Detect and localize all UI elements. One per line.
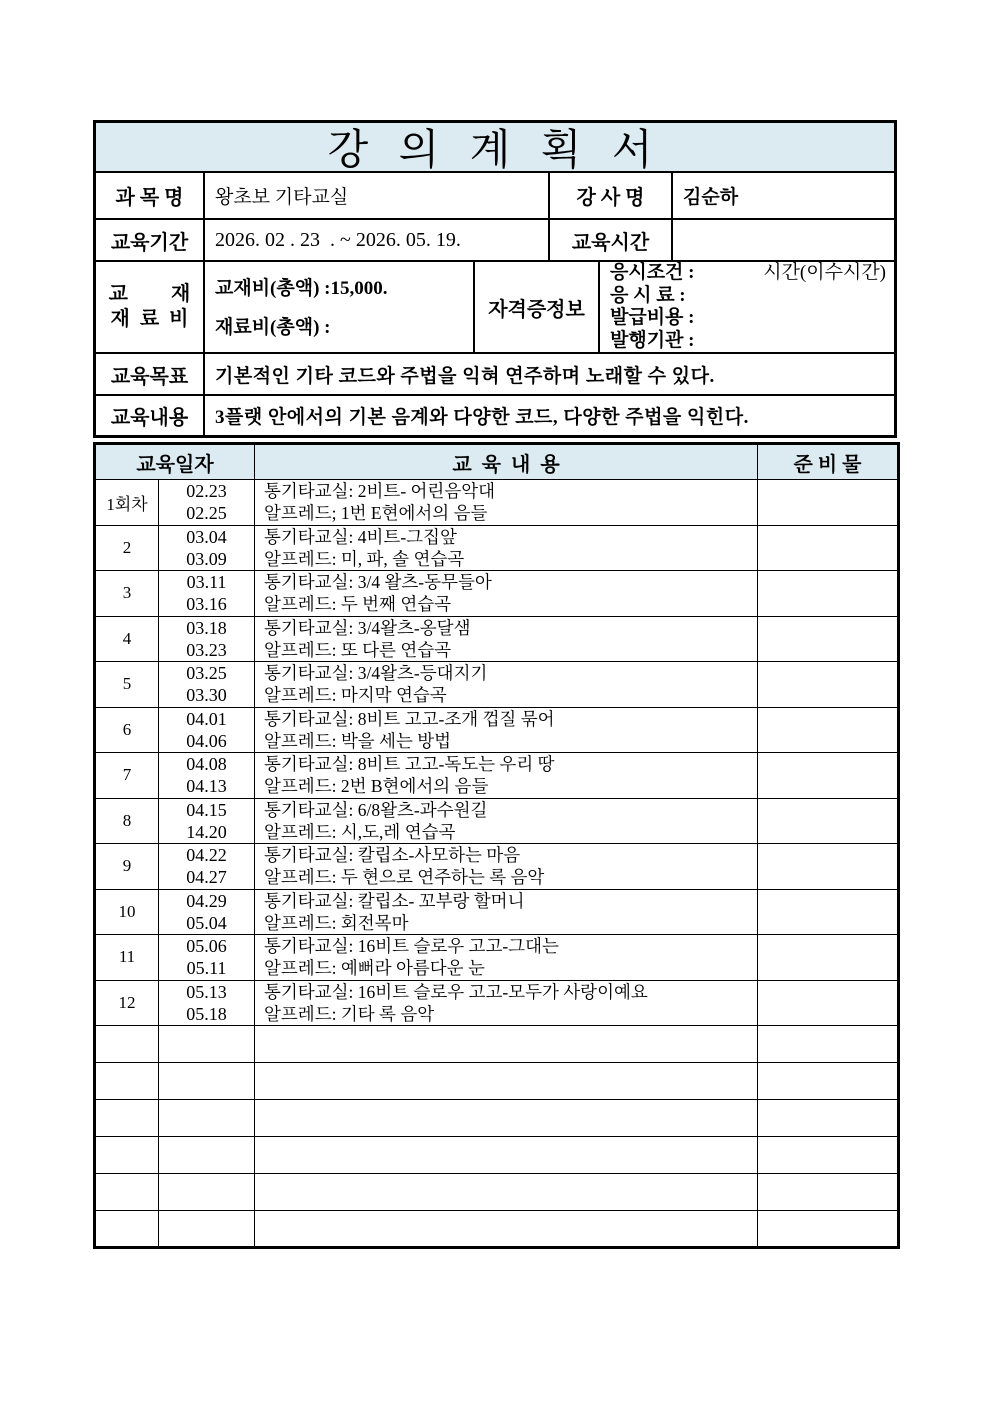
material-label-line2: 재 료 비 xyxy=(110,308,189,330)
session-supplies xyxy=(758,889,899,935)
session-dates xyxy=(159,525,255,571)
session-dates xyxy=(159,707,255,753)
document-title-row xyxy=(96,123,894,173)
session-content-line2: 알프레드: 또 다른 연습곡 xyxy=(264,639,452,660)
session-number: 10 xyxy=(95,889,159,935)
session-content xyxy=(255,525,758,571)
session-content xyxy=(255,844,758,890)
cert-issuer-label: 발행기관 : xyxy=(610,329,695,351)
session-number: 7 xyxy=(95,753,159,799)
session-content-line2: 알프레드: 두 번째 연습곡 xyxy=(264,594,452,615)
session-number: 5 xyxy=(95,662,159,708)
subject-value: 왕초보 기타교실 xyxy=(205,173,550,218)
schedule-row xyxy=(95,935,899,981)
header-date: 교육일자 xyxy=(95,444,255,480)
session-supplies xyxy=(758,753,899,799)
session-date-2: 05.04 xyxy=(186,912,227,933)
material-label-line1: 교 재 xyxy=(108,283,191,305)
session-date-1: 03.11 xyxy=(186,572,227,593)
session-supplies xyxy=(758,935,899,981)
goal-value: 기본적인 기타 코드와 주법을 익혀 연주하며 노래할 수 있다. xyxy=(215,365,715,387)
session-content xyxy=(255,707,758,753)
subject-row xyxy=(96,173,894,220)
session-content xyxy=(255,753,758,799)
empty-cell xyxy=(159,1211,255,1248)
period-value: 2026. 02 . 23 . ~ 2026. 05. 19. xyxy=(205,220,550,260)
session-content-line2: 알프레드: 회전목마 xyxy=(264,912,409,933)
empty-cell xyxy=(758,1174,899,1211)
session-number: 4 xyxy=(95,616,159,662)
schedule-row xyxy=(95,844,899,890)
session-content xyxy=(255,980,758,1026)
empty-cell xyxy=(758,1211,899,1248)
time-label: 교육시간 xyxy=(550,220,673,260)
schedule-row xyxy=(95,616,899,662)
session-number: 3 xyxy=(95,571,159,617)
material-label xyxy=(96,262,205,352)
session-content-line2: 알프레드: 예뻐라 아름다운 눈 xyxy=(264,958,485,979)
session-content-line2: 알프레드; 1번 E현에서의 음들 xyxy=(264,503,488,524)
session-content-line1: 통기타교실: 8비트 고고-조개 껍질 묶어 xyxy=(264,708,555,729)
session-date-1: 05.06 xyxy=(186,936,227,957)
session-number: 12 xyxy=(95,980,159,1026)
session-content-line2: 알프레드: 두 현으로 연주하는 록 음악 xyxy=(264,867,545,888)
session-dates xyxy=(159,935,255,981)
schedule-row xyxy=(95,889,899,935)
period-label: 교육기간 xyxy=(96,220,205,260)
lecture-plan-document xyxy=(93,120,897,1249)
time-value xyxy=(673,220,894,260)
empty-cell xyxy=(95,1137,159,1174)
empty-cell xyxy=(758,1137,899,1174)
empty-cell xyxy=(159,1026,255,1063)
session-number: 1회차 xyxy=(95,480,159,526)
session-content-line2: 알프레드: 박을 세는 방법 xyxy=(264,730,452,751)
schedule-row xyxy=(95,753,899,799)
session-date-1: 04.01 xyxy=(186,708,227,729)
cert-issue-cost-label: 발급비용 : xyxy=(610,307,695,328)
schedule-empty-row xyxy=(95,1100,899,1137)
schedule-row xyxy=(95,662,899,708)
session-dates xyxy=(159,571,255,617)
session-date-1: 02.23 xyxy=(186,481,227,502)
schedule-empty-row xyxy=(95,1174,899,1211)
session-supplies xyxy=(758,525,899,571)
session-supplies xyxy=(758,662,899,708)
session-dates xyxy=(159,616,255,662)
empty-cell xyxy=(159,1100,255,1137)
content-label: 교육내용 xyxy=(96,396,205,435)
session-supplies xyxy=(758,798,899,844)
info-table xyxy=(93,120,897,438)
empty-cell xyxy=(95,1026,159,1063)
session-date-1: 04.08 xyxy=(186,754,227,775)
session-number: 8 xyxy=(95,798,159,844)
session-date-1: 04.29 xyxy=(186,890,227,911)
session-date-2: 05.11 xyxy=(186,958,227,979)
session-number: 11 xyxy=(95,935,159,981)
session-content xyxy=(255,662,758,708)
session-date-2: 03.23 xyxy=(186,639,227,660)
empty-cell xyxy=(255,1026,758,1063)
session-content-line1: 통기타교실: 칼립소- 꼬부랑 할머니 xyxy=(264,890,525,911)
session-date-1: 05.13 xyxy=(186,981,227,1002)
cert-fee-label: 응 시 료 : xyxy=(610,284,686,306)
session-content-line1: 통기타교실: 3/4왈츠-등대지기 xyxy=(264,663,488,684)
session-date-2: 03.30 xyxy=(186,685,227,706)
session-date-2: 14.20 xyxy=(186,821,227,842)
session-content xyxy=(255,480,758,526)
session-date-1: 04.22 xyxy=(186,845,227,866)
session-number: 6 xyxy=(95,707,159,753)
cert-condition-value: 시간(이수시간) xyxy=(763,262,886,283)
session-content xyxy=(255,798,758,844)
session-content-line2: 알프레드: 2번 B현에서의 음들 xyxy=(264,776,489,797)
session-number: 9 xyxy=(95,844,159,890)
session-content-line1: 통기타교실: 3/4 왈츠-동무들아 xyxy=(264,572,492,593)
material-fees xyxy=(205,262,475,352)
session-dates xyxy=(159,753,255,799)
material-fee: 재료비(총액) : xyxy=(215,317,331,338)
session-content xyxy=(255,616,758,662)
schedule-row xyxy=(95,571,899,617)
schedule-row xyxy=(95,707,899,753)
session-dates xyxy=(159,980,255,1026)
instructor-value: 김순하 xyxy=(683,187,739,208)
cert-line xyxy=(610,307,886,330)
schedule-empty-row xyxy=(95,1211,899,1248)
session-content xyxy=(255,935,758,981)
instructor-label: 강 사 명 xyxy=(550,173,673,218)
session-date-2: 04.06 xyxy=(186,730,227,751)
cert-line xyxy=(610,262,886,285)
session-content-line1: 통기타교실: 8비트 고고-독도는 우리 땅 xyxy=(264,754,555,775)
session-date-2: 02.25 xyxy=(186,503,227,524)
cert-line xyxy=(610,285,886,308)
session-content-line2: 알프레드: 시,도,레 연습곡 xyxy=(264,821,456,842)
session-date-1: 03.25 xyxy=(186,663,227,684)
empty-cell xyxy=(255,1174,758,1211)
header-supplies: 준 비 물 xyxy=(758,444,899,480)
period-row xyxy=(96,220,894,262)
session-content-line1: 통기타교실: 4비트-그집앞 xyxy=(264,526,457,547)
session-dates xyxy=(159,889,255,935)
session-date-2: 03.09 xyxy=(186,548,227,569)
session-date-2: 03.16 xyxy=(186,594,227,615)
session-content-line2: 알프레드: 마지막 연습곡 xyxy=(264,685,447,706)
session-date-1: 04.15 xyxy=(186,799,227,820)
content-value: 3플랫 안에서의 기본 음계와 다양한 코드, 다양한 주법을 익힌다. xyxy=(215,407,749,428)
schedule-row xyxy=(95,525,899,571)
empty-cell xyxy=(95,1174,159,1211)
content-row xyxy=(96,396,894,435)
empty-cell xyxy=(95,1063,159,1100)
schedule-header-row xyxy=(95,444,899,480)
empty-cell xyxy=(255,1211,758,1248)
session-content-line1: 통기타교실: 6/8왈츠-과수원길 xyxy=(264,799,488,820)
session-date-1: 03.04 xyxy=(186,526,227,547)
empty-cell xyxy=(159,1174,255,1211)
empty-cell xyxy=(758,1100,899,1137)
session-date-2: 05.18 xyxy=(186,1003,227,1024)
schedule-row xyxy=(95,798,899,844)
session-supplies xyxy=(758,616,899,662)
session-dates xyxy=(159,480,255,526)
session-dates xyxy=(159,662,255,708)
cert-condition-label: 응시조건 : xyxy=(610,262,695,283)
schedule-table xyxy=(93,442,900,1249)
session-supplies xyxy=(758,844,899,890)
empty-cell xyxy=(159,1063,255,1100)
certificate-label: 자격증정보 xyxy=(475,262,600,352)
session-content-line2: 알프레드: 미, 파, 솔 연습곡 xyxy=(264,548,465,569)
empty-cell xyxy=(255,1100,758,1137)
session-content-line1: 통기타교실: 3/4왈츠-옹달샘 xyxy=(264,617,471,638)
session-supplies xyxy=(758,707,899,753)
empty-cell xyxy=(255,1063,758,1100)
session-supplies xyxy=(758,480,899,526)
session-content-line1: 통기타교실: 16비트 슬로우 고고-모두가 사랑이예요 xyxy=(264,981,648,1002)
page-title: 강 의 계 획 서 xyxy=(327,128,663,174)
session-date-2: 04.27 xyxy=(186,867,227,888)
session-content-line1: 통기타교실: 칼립소-사모하는 마음 xyxy=(264,845,521,866)
goal-row xyxy=(96,354,894,396)
session-content-line1: 통기타교실: 16비트 슬로우 고고-그대는 xyxy=(264,936,559,957)
session-dates xyxy=(159,844,255,890)
session-number: 2 xyxy=(95,525,159,571)
textbook-fee: 교재비(총액) :15,000. xyxy=(215,278,388,299)
session-date-1: 03.18 xyxy=(186,617,227,638)
certificate-info xyxy=(600,262,894,352)
cert-line xyxy=(610,330,886,353)
empty-cell xyxy=(255,1137,758,1174)
session-date-2: 04.13 xyxy=(186,776,227,797)
session-content xyxy=(255,571,758,617)
session-content-line1: 통기타교실: 2비트- 어린음악대 xyxy=(264,481,496,502)
header-content: 교 육 내 용 xyxy=(255,444,758,480)
empty-cell xyxy=(758,1026,899,1063)
session-supplies xyxy=(758,980,899,1026)
empty-cell xyxy=(95,1100,159,1137)
session-content-line2: 알프레드: 기타 록 음악 xyxy=(264,1003,435,1024)
empty-cell xyxy=(159,1137,255,1174)
subject-label: 과 목 명 xyxy=(96,173,205,218)
empty-cell xyxy=(758,1063,899,1100)
schedule-empty-row xyxy=(95,1137,899,1174)
schedule-empty-row xyxy=(95,1026,899,1063)
session-dates xyxy=(159,798,255,844)
schedule-row xyxy=(95,480,899,526)
schedule-row xyxy=(95,980,899,1026)
material-row xyxy=(96,262,894,354)
session-supplies xyxy=(758,571,899,617)
session-content xyxy=(255,889,758,935)
goal-label: 교육목표 xyxy=(96,354,205,394)
schedule-empty-row xyxy=(95,1063,899,1100)
empty-cell xyxy=(95,1211,159,1248)
